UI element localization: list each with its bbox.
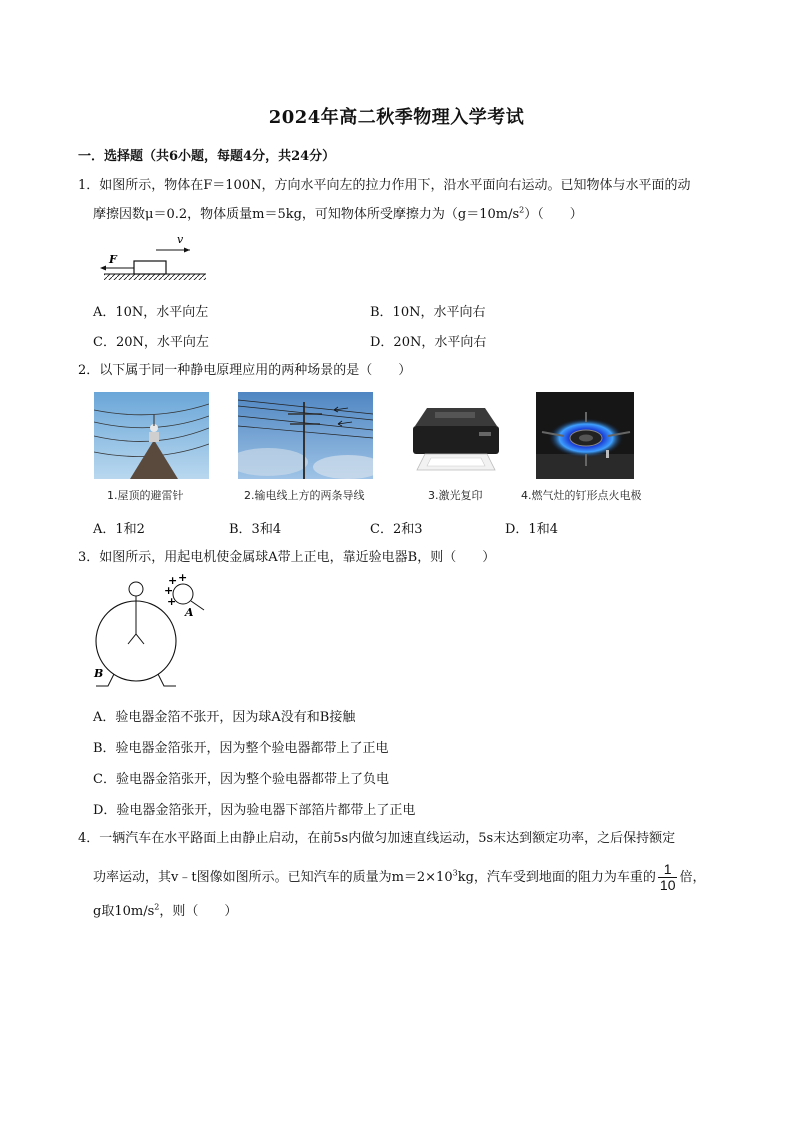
- q1-option-a: A．10N，水平向左: [93, 305, 209, 320]
- question-1-line-2: [93, 205, 583, 225]
- q2-option-c: C．2和3: [370, 522, 423, 537]
- q3-option-c: C．验电器金箔张开，因为整个验电器都带上了负电: [93, 772, 389, 787]
- ground-hatch: [104, 274, 206, 280]
- label-F: F: [109, 253, 117, 266]
- question-4-line-3: [93, 902, 237, 922]
- q1-option-b: B．10N，水平向右: [370, 305, 486, 320]
- q3-option-d: D．验电器金箔张开，因为验电器下部箔片都带上了正电: [93, 803, 416, 818]
- label-A: A: [185, 606, 194, 619]
- fraction-denominator: 10: [659, 877, 676, 893]
- question-4-text-mid: kg，汽车受到地面的阻力为车重的: [457, 870, 656, 885]
- question-2-stem: 2．以下属于同一种静电原理应用的两种场景的是（ ）: [78, 363, 412, 378]
- svg-text:+: +: [164, 584, 174, 597]
- section-heading: 一．选择题（共6小题，每题4分，共24分）: [78, 149, 336, 164]
- caption-2: 2.输电线上方的两条导线: [244, 489, 365, 502]
- question-1-line-1: 1．如图所示，物体在F＝100N，方向水平向左的拉力作用下，沿水平面向右运动。已知物体与水平面的动: [78, 178, 691, 193]
- caption-4: 4.燃气灶的钉形点火电极: [521, 489, 642, 502]
- q2-option-b: B．3和4: [229, 522, 282, 537]
- question-3-stem: 3．如图所示，用起电机使金属球A带上正电，靠近验电器B，则（ ）: [78, 550, 496, 565]
- q1-option-d: D．20N，水平向右: [370, 335, 487, 350]
- q2-option-d: D．1和4: [505, 522, 558, 537]
- block: [134, 261, 166, 274]
- friction-block-figure: [92, 232, 212, 288]
- electroscope-figure: [90, 574, 215, 696]
- q1-option-c: C．20N，水平向左: [93, 335, 209, 350]
- svg-text:+: +: [178, 574, 188, 584]
- question-4-line-2: [93, 862, 706, 893]
- fraction-numerator: 1: [658, 862, 678, 878]
- gas-stove-photo: [536, 392, 634, 479]
- laser-printer-photo: [405, 392, 505, 479]
- label-v: v: [177, 233, 184, 246]
- superscript: 3: [452, 868, 458, 878]
- lightning-rod-photo: [94, 392, 209, 479]
- fraction-one-tenth: [658, 862, 678, 893]
- caption-3: 3.激光复印: [428, 489, 483, 502]
- superscript: 2: [154, 902, 160, 912]
- electroscope-knob: [129, 582, 143, 596]
- label-B: B: [94, 667, 104, 680]
- superscript: 2: [519, 205, 525, 215]
- svg-text:+: +: [167, 595, 177, 608]
- power-line-photo: [238, 392, 373, 479]
- question-4-text-close: ，则（ ）: [159, 904, 238, 919]
- question-4-text-end: 倍，: [679, 870, 706, 885]
- question-4-text: 功率运动，其v﹣t图像如图所示。已知汽车的质量为m＝2×10: [93, 870, 453, 885]
- q2-option-a: A．1和2: [93, 522, 145, 537]
- page-title: 2024年高二秋季物理入学考试: [268, 107, 525, 128]
- question-4-text-g: g取10m/s: [93, 904, 155, 919]
- q3-option-a: A．验电器金箔不张开，因为球A没有和B接触: [93, 710, 356, 725]
- caption-1: 1.屋顶的避雷针: [107, 489, 184, 502]
- svg-text:+: +: [168, 574, 178, 587]
- question-1-text: 摩擦因数μ＝0.2，物体质量m＝5kg，可知物体所受摩擦力为（g＝10m/s: [93, 207, 520, 222]
- question-1-text-end: ）（ ）: [524, 207, 583, 222]
- question-4-line-1: 4．一辆汽车在水平路面上由静止启动，在前5s内做匀加速直线运动，5s末达到额定功率，之后保持额定: [78, 831, 676, 846]
- q3-option-b: B．验电器金箔张开，因为整个验电器都带上了正电: [93, 741, 389, 756]
